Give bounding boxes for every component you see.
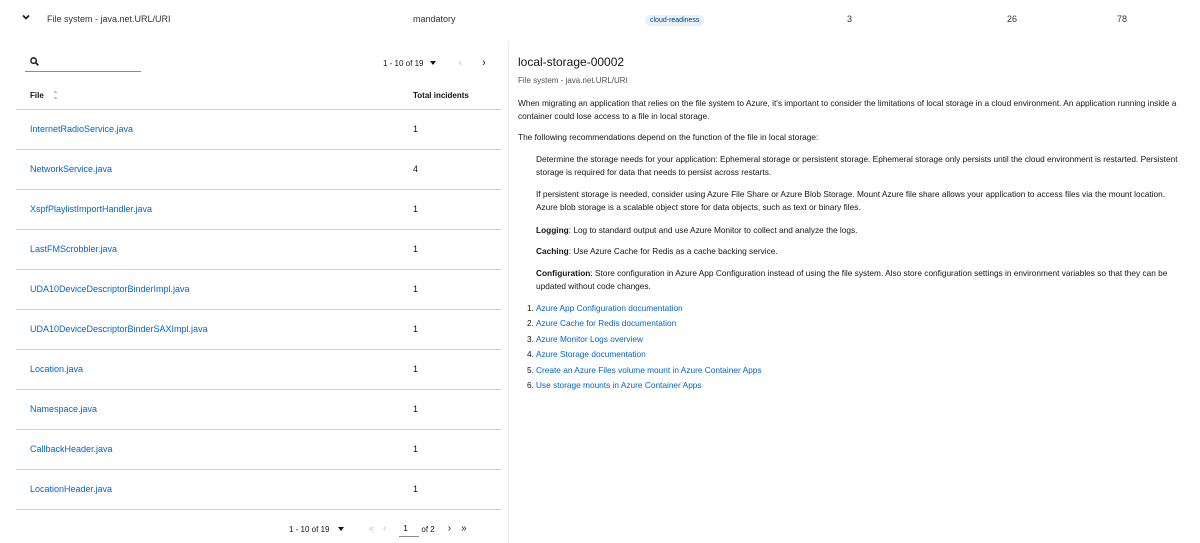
table-row xyxy=(16,310,501,350)
incident-count: 1 xyxy=(413,324,419,334)
table-row xyxy=(16,430,501,470)
per-page-caret-icon[interactable] xyxy=(338,527,344,531)
list-item xyxy=(527,380,762,395)
list-item xyxy=(527,318,762,333)
search-box xyxy=(25,52,141,72)
prev-page-icon[interactable]: ‹ xyxy=(458,56,463,69)
files-table-body xyxy=(16,110,501,510)
incident-count: 1 xyxy=(413,124,419,134)
column-header-total-incidents: Total incidents xyxy=(413,91,469,100)
count-3: 78 xyxy=(1117,14,1128,24)
table-row xyxy=(16,470,501,510)
file-link[interactable]: NetworkService.java xyxy=(30,164,113,174)
intro-paragraph: When migrating an application that relies on the file system to Azure, it's important to consider the limitations of local storage in a cloud environment. An application running inside a container could lose access to a file in local storage. xyxy=(518,98,1177,121)
table-row xyxy=(16,270,501,310)
storage-needs-paragraph: Determine the storage needs for your application: Ephemeral storage or persistent storage. Ephemeral storage only persists until the cloud environment is restarted. Persistent storage is required for data that needs to persist across restarts. xyxy=(536,154,1178,177)
list-item xyxy=(527,349,762,364)
caching-text: : Use Azure Cache for Redis as a cache backing service. xyxy=(568,246,778,256)
pagination-range: 1 - 10 of 19 xyxy=(289,524,330,534)
search-input[interactable] xyxy=(43,54,138,70)
file-link[interactable]: Namespace.java xyxy=(30,404,98,414)
configuration-text: : Store configuration in Azure App Configuration instead of using the file system. Also store configuration settings in environment variables so that they can be updated without code changes. xyxy=(536,268,1168,291)
page-count: of 2 xyxy=(421,524,435,534)
pagination-range: 1 - 10 of 19 xyxy=(383,58,424,68)
column-header-file[interactable]: File xyxy=(30,91,44,100)
configuration-label: Configuration xyxy=(536,268,591,278)
table-row xyxy=(16,230,501,270)
file-link[interactable]: CallbackHeader.java xyxy=(30,444,113,454)
logging-text: : Log to standard output and use Azure Monitor to collect and analyze the logs. xyxy=(568,225,858,235)
list-number: 3. xyxy=(527,333,534,344)
category: mandatory xyxy=(413,14,456,24)
caching-paragraph xyxy=(536,245,1181,258)
logging-label: Logging xyxy=(536,225,569,235)
incident-count: 1 xyxy=(413,244,419,254)
label-badge: cloud-readiness xyxy=(645,15,704,26)
table-header xyxy=(16,80,501,110)
doc-link[interactable]: Azure Cache for Redis documentation xyxy=(536,318,677,329)
list-number: 1. xyxy=(527,303,534,313)
recommendations-intro: The following recommendations depend on the function of the file in local storage: xyxy=(518,132,819,142)
caching-label: Caching xyxy=(536,246,569,256)
incident-count: 1 xyxy=(413,364,419,374)
reference-links xyxy=(527,303,762,395)
table-row xyxy=(16,350,501,390)
prev-page-icon[interactable]: ‹ xyxy=(383,523,387,534)
table-row xyxy=(16,390,501,430)
file-link[interactable]: LastFMScrobbler.java xyxy=(30,244,118,254)
rule-title: local-storage-00002 xyxy=(518,55,625,69)
list-item xyxy=(527,365,762,380)
file-link[interactable]: Location.java xyxy=(30,364,84,374)
table-row xyxy=(16,190,501,230)
file-link[interactable]: XspfPlaylistImportHandler.java xyxy=(30,204,153,214)
count-2: 26 xyxy=(1007,14,1018,24)
list-number: 2. xyxy=(527,318,534,329)
page-number-input[interactable] xyxy=(399,521,419,537)
rule-name: File system - java.net.URL/URI xyxy=(47,14,171,24)
incident-count: 1 xyxy=(413,484,419,494)
list-number: 4. xyxy=(527,349,534,360)
file-link[interactable]: UDA10DeviceDescriptorBinderSAXImpl.java xyxy=(30,324,208,334)
pagination-top xyxy=(383,57,486,69)
table-row xyxy=(16,150,501,190)
files-panel xyxy=(16,40,501,543)
file-link[interactable]: InternetRadioService.java xyxy=(30,124,134,134)
doc-link[interactable]: Azure Monitor Logs overview xyxy=(536,333,643,344)
doc-link[interactable]: Azure App Configuration documentation xyxy=(536,303,683,313)
incident-count: 1 xyxy=(413,444,419,454)
incident-count: 4 xyxy=(413,164,419,174)
incident-count: 1 xyxy=(413,204,419,214)
incident-count: 1 xyxy=(413,284,419,294)
logging-paragraph xyxy=(536,224,1181,237)
panel-divider xyxy=(508,42,509,543)
issue-row xyxy=(0,0,1200,40)
chevron-down-icon[interactable] xyxy=(21,12,31,22)
configuration-paragraph xyxy=(536,267,1181,293)
next-page-icon[interactable]: › xyxy=(447,523,452,534)
next-page-icon[interactable]: › xyxy=(482,56,486,69)
doc-link[interactable]: Azure Storage documentation xyxy=(536,349,646,360)
last-page-icon[interactable]: » xyxy=(461,523,467,534)
list-item xyxy=(527,334,762,349)
doc-link[interactable]: Use storage mounts in Azure Container Apps xyxy=(536,379,702,390)
per-page-caret-icon[interactable] xyxy=(430,61,436,65)
sort-icon[interactable] xyxy=(53,90,58,100)
list-number: 5. xyxy=(527,364,534,375)
pagination-bottom xyxy=(289,521,467,537)
list-number: 6. xyxy=(527,379,534,390)
search-icon xyxy=(30,57,39,66)
file-link[interactable]: UDA10DeviceDescriptorBinderImpl.java xyxy=(30,284,190,294)
rule-subtitle: File system - java.net.URL/URI xyxy=(518,76,628,85)
first-page-icon[interactable]: « xyxy=(368,523,375,534)
doc-link[interactable]: Create an Azure Files volume mount in Azure Container Apps xyxy=(536,364,762,375)
count-1: 3 xyxy=(847,14,853,24)
list-item xyxy=(527,303,762,318)
file-link[interactable]: LocationHeader.java xyxy=(30,484,113,494)
table-row xyxy=(16,110,501,150)
incident-count: 1 xyxy=(413,404,419,414)
persistent-storage-paragraph: If persistent storage is needed, consider using Azure File Share or Azure Blob Storage. Mount Azure file share allows your application to access files via the mount location. Azure blob storage is a scalable object store for data objects, such as text or binary files. xyxy=(536,189,1166,212)
